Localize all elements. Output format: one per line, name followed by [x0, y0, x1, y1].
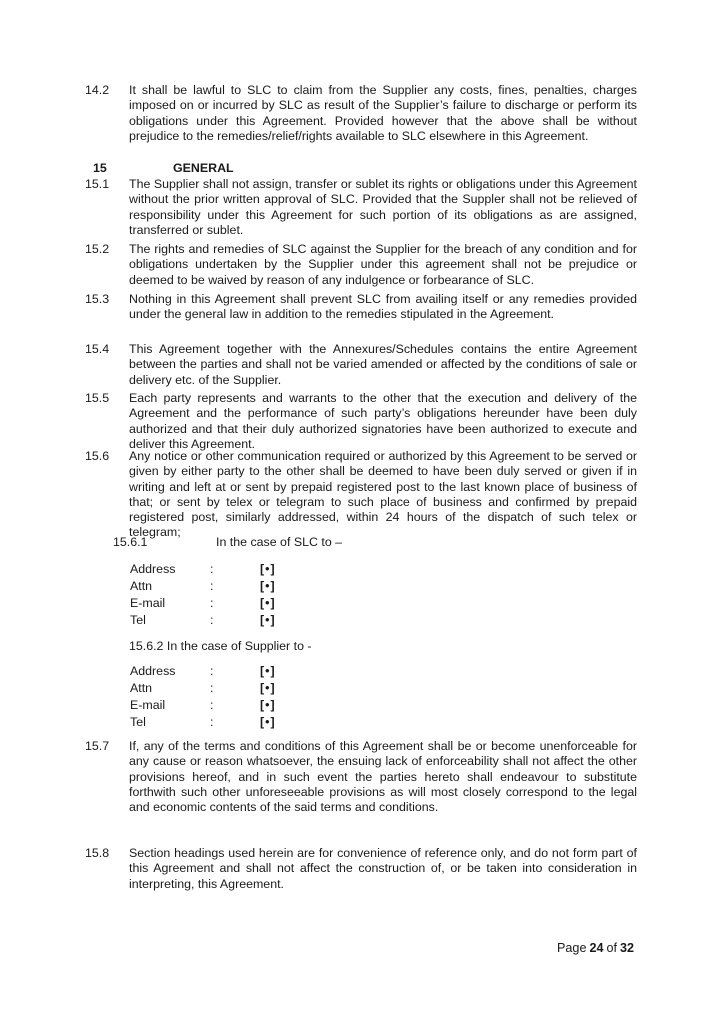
clause-number: 15.8 [85, 846, 110, 860]
subclause-text: 15.6.2 In the case of Supplier to - [129, 639, 312, 653]
clause-text: Nothing in this Agreement shall prevent SLC from availing itself or any remedies provided under the general law in addition to the remedies stipulated in the Agreement. [129, 292, 637, 322]
clause-text: It shall be lawful to SLC to claim from the Supplier any costs, fines, penalties, charges imposed on or incurred by SLC as result of the Supplier’s failure to discharge or perform its obligations under this Agreement. Provided however that the above shall be without prejudice to the remedies/relief/rights available to SLC elsewhere in this Agreement. [129, 83, 637, 143]
contact-separator: : [210, 596, 214, 610]
contact-label: Address [130, 664, 176, 678]
clause-15-2 [85, 242, 637, 288]
subclause-text: In the case of SLC to – [216, 535, 343, 549]
clause-15-6 [85, 449, 637, 541]
clause-15-8 [85, 846, 637, 892]
clause-15-1 [85, 177, 637, 238]
contact-row-email [130, 697, 637, 714]
subclause-15-6-1 [85, 535, 637, 550]
contact-row-attn [130, 578, 637, 595]
page-number-total: 32 [619, 941, 634, 955]
contact-label: E-mail [130, 698, 166, 712]
contact-row-tel [130, 612, 637, 629]
clause-text: Section headings used herein are for convenience of reference only, and do not form part of this Agreement and shall not affect the construction of, or be taken into consideration in interpreting, this Agreement. [129, 846, 637, 891]
section-heading-general [85, 161, 637, 176]
clause-text: The rights and remedies of SLC against the Supplier for the breach of any condition and for obligations undertaken by the Supplier under this agreement shall not be prejudice or deemed to be waived by reason of any indulgence or forbearance of SLC. [129, 242, 637, 287]
contact-row-address [130, 663, 637, 680]
contact-placeholder: [•] [260, 562, 276, 576]
clause-number: 14.2 [85, 83, 110, 97]
contact-row-attn [130, 680, 637, 697]
clause-14-2 [85, 83, 637, 144]
clause-number: 15.7 [85, 739, 110, 753]
contact-placeholder: [•] [260, 579, 276, 593]
contact-row-tel [130, 714, 637, 731]
contact-separator: : [210, 562, 214, 576]
contact-placeholder: [•] [260, 664, 276, 678]
clause-15-4 [85, 342, 637, 388]
contact-block-slc [85, 561, 637, 629]
clause-15-5 [85, 391, 637, 452]
clause-number: 15.1 [85, 177, 110, 191]
contact-block-supplier [85, 663, 637, 731]
contact-row-email [130, 595, 637, 612]
clause-text: Any notice or other communication required or authorized by this Agreement to be served or given by either party to the other shall be deemed to have been duly served or given if in writing and left at or sent by prepaid registered post to the last known place of business of that; or sent by telex or telegram to such place of business and confirmed by prepaid registered post, similarly addressed, within 24 hours of the dispatch of such telex or telegram; [129, 449, 637, 540]
contact-placeholder: [•] [260, 681, 276, 695]
clause-text: The Supplier shall not assign, transfer or sublet its rights or obligations under this Agreement without the prior written approval of SLC. Provided that the Suppler shall not be relieved of responsibility under this Agreement for such portion of its obligations as are assigned, transferred or sublet. [129, 177, 637, 237]
contact-label: Attn [130, 579, 153, 593]
contact-placeholder: [•] [260, 613, 276, 627]
clause-15-7 [85, 739, 637, 815]
contact-label: Address [130, 562, 176, 576]
subclause-number: 15.6.1 [113, 535, 148, 549]
clause-number: 15.5 [85, 391, 110, 405]
contact-label: Attn [130, 681, 153, 695]
contact-separator: : [210, 613, 214, 627]
footer-prefix: Page [557, 941, 587, 955]
contact-label: Tel [130, 715, 146, 729]
clause-15-3 [85, 292, 637, 323]
contact-placeholder: [•] [260, 715, 276, 729]
contact-label: E-mail [130, 596, 166, 610]
contact-row-address [130, 561, 637, 578]
contact-separator: : [210, 715, 214, 729]
contact-label: Tel [130, 613, 146, 627]
clause-number: 15.2 [85, 242, 110, 256]
section-number: 15 [93, 161, 107, 175]
contact-separator: : [210, 698, 214, 712]
page-number-current: 24 [589, 941, 604, 955]
clause-text: If, any of the terms and conditions of this Agreement shall be or become unenforceable for any cause or reason whatsoever, the ensuing lack of enforceability shall not affect the other provisions hereof, and in such event the parties hereto shall endeavour to substitute forthwith such other unforeseeable provisions as will most closely correspond to the legal and economic contents of the said terms and conditions. [129, 739, 637, 815]
contact-separator: : [210, 681, 214, 695]
contact-separator: : [210, 579, 214, 593]
contact-placeholder: [•] [260, 596, 276, 610]
clause-text: Each party represents and warrants to the other that the execution and delivery of the Agreement and the performance of such party’s obligations hereunder have been duly authorized and that their duly authorized signatories have been authorized to execute and deliver this Agreement. [129, 391, 637, 451]
clause-text: This Agreement together with the Annexures/Schedules contains the entire Agreement between the parties and shall not be varied amended or affected by the conditions of sale or delivery etc. of the Supplier. [129, 342, 637, 387]
section-title: GENERAL [173, 161, 234, 175]
clause-number: 15.3 [85, 292, 110, 306]
subclause-15-6-2 [85, 639, 637, 654]
footer-of: of [606, 941, 617, 955]
clause-number: 15.4 [85, 342, 110, 356]
contact-separator: : [210, 664, 214, 678]
clause-number: 15.6 [85, 449, 110, 463]
contact-placeholder: [•] [260, 698, 276, 712]
page-footer [557, 941, 637, 956]
